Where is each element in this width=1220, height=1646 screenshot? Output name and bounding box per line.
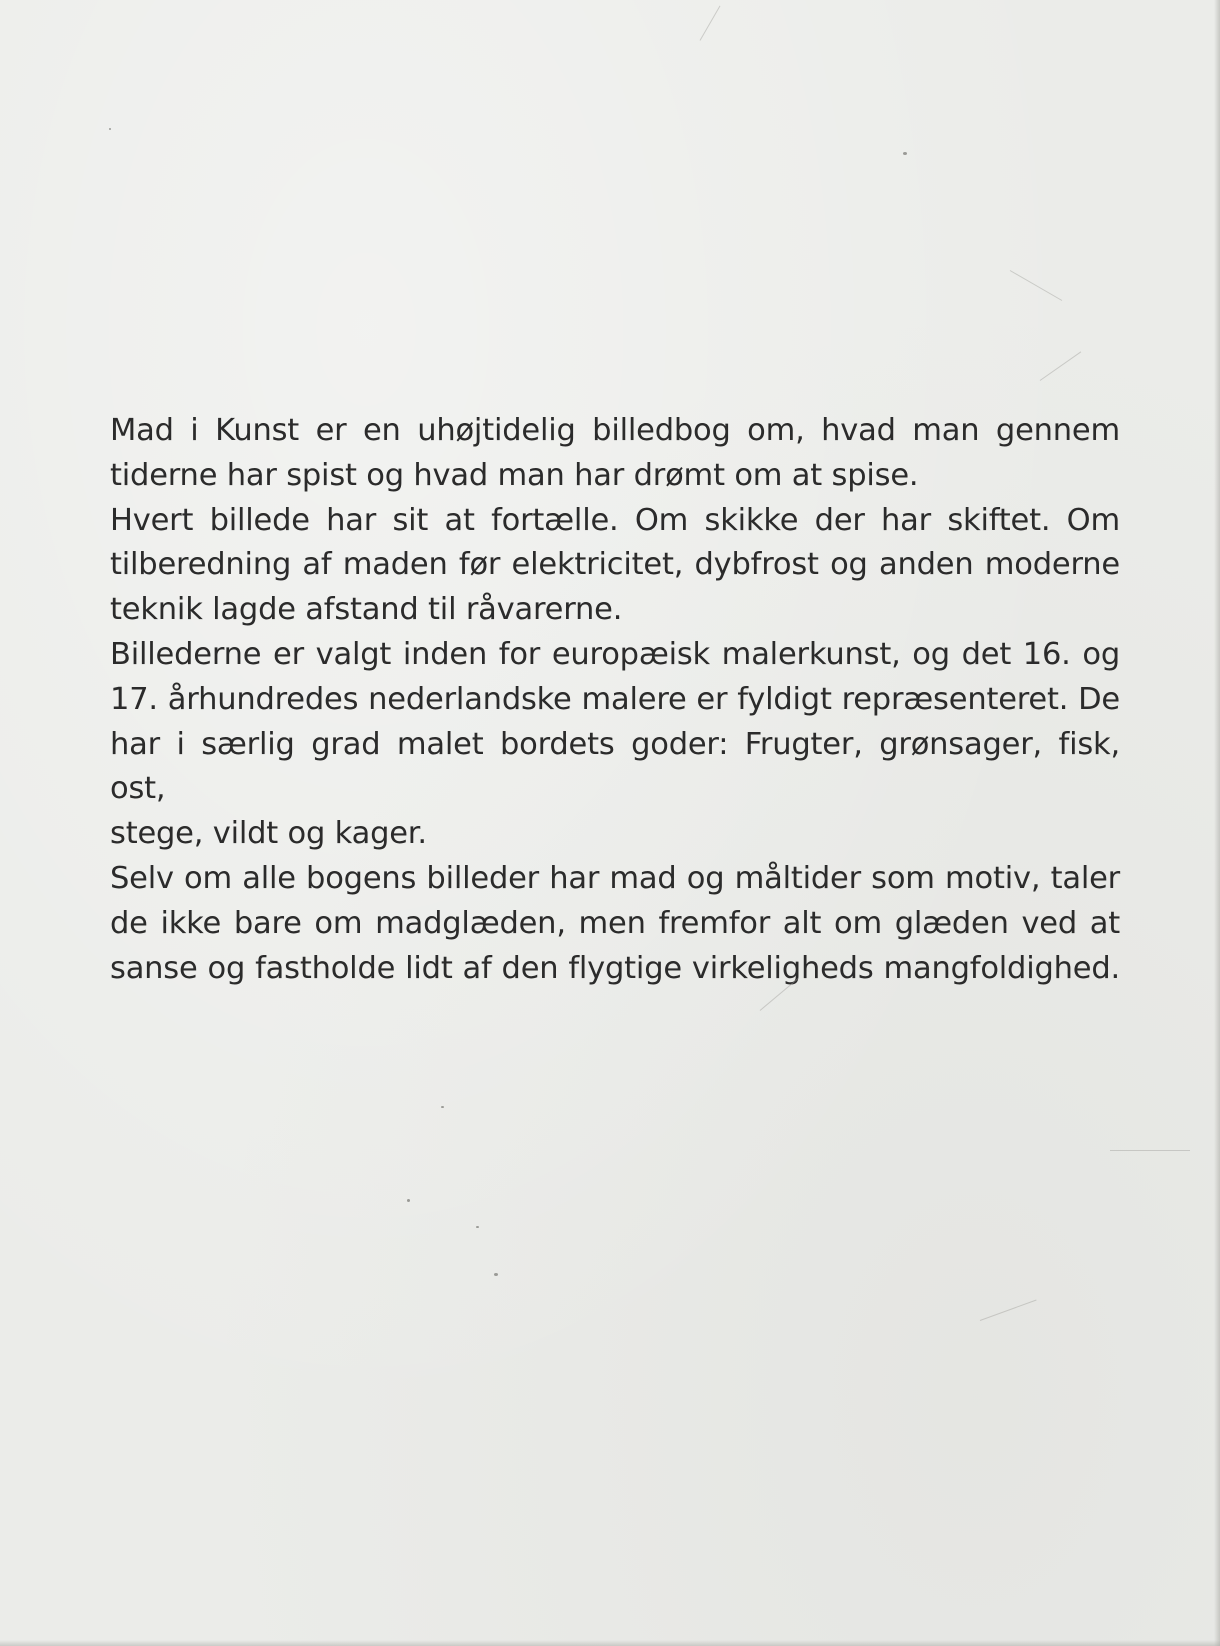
paper-scratch (1040, 351, 1082, 380)
text-line: 17. århundredes nederlandske malere er fyldigt repræsenteret. De (110, 681, 1120, 717)
dust-speck (441, 1106, 444, 1108)
text-line: Mad i Kunst er en uhøjtidelig billedbog om, hvad man gennem (110, 413, 1120, 448)
dust-speck (109, 128, 111, 130)
paragraph-2 (110, 499, 1120, 633)
text-line: har i særlig grad malet bordets goder: Frugter, grønsager, fisk, ost, (110, 726, 1120, 807)
page-edge-shadow (1214, 0, 1220, 1646)
text-line: tilberedning af maden før elektricitet, dybfrost og anden moderne (110, 547, 1120, 583)
text-line: Hvert billede har sit at fortælle. Om skikke der har skiftet. Om (110, 502, 1120, 538)
dust-speck (903, 152, 907, 155)
dust-speck (476, 1226, 479, 1228)
text-line: tiderne har spist og hvad man har drømt om at spise. (110, 457, 919, 493)
paper-scratch (980, 1300, 1037, 1321)
text-line: Selv om alle bogens billeder har mad og måltider som motiv, taler (110, 860, 1120, 896)
text-line: sanse og fastholde lidt af den flygtige virkeligheds mangfoldighed. (110, 950, 1120, 986)
text-line: teknik lagde afstand til råvarerne. (110, 592, 623, 628)
text-line: Billederne er valgt inden for europæisk malerkunst, og det 16. og (110, 636, 1120, 672)
paper-scratch (700, 6, 721, 41)
paper-scratch (1110, 1150, 1190, 1151)
blurb-text (110, 409, 1120, 991)
paragraph-3 (110, 633, 1120, 857)
paragraph-1 (110, 409, 1120, 499)
text-line: stege, vildt og kager. (110, 816, 427, 852)
dust-speck (494, 1273, 498, 1276)
paper-scratch (1010, 270, 1062, 301)
page-edge-shadow (0, 1640, 1220, 1646)
dust-speck (407, 1199, 410, 1202)
text-line: de ikke bare om madglæden, men fremfor alt om glæden ved at (110, 905, 1120, 941)
paragraph-4 (110, 857, 1120, 991)
